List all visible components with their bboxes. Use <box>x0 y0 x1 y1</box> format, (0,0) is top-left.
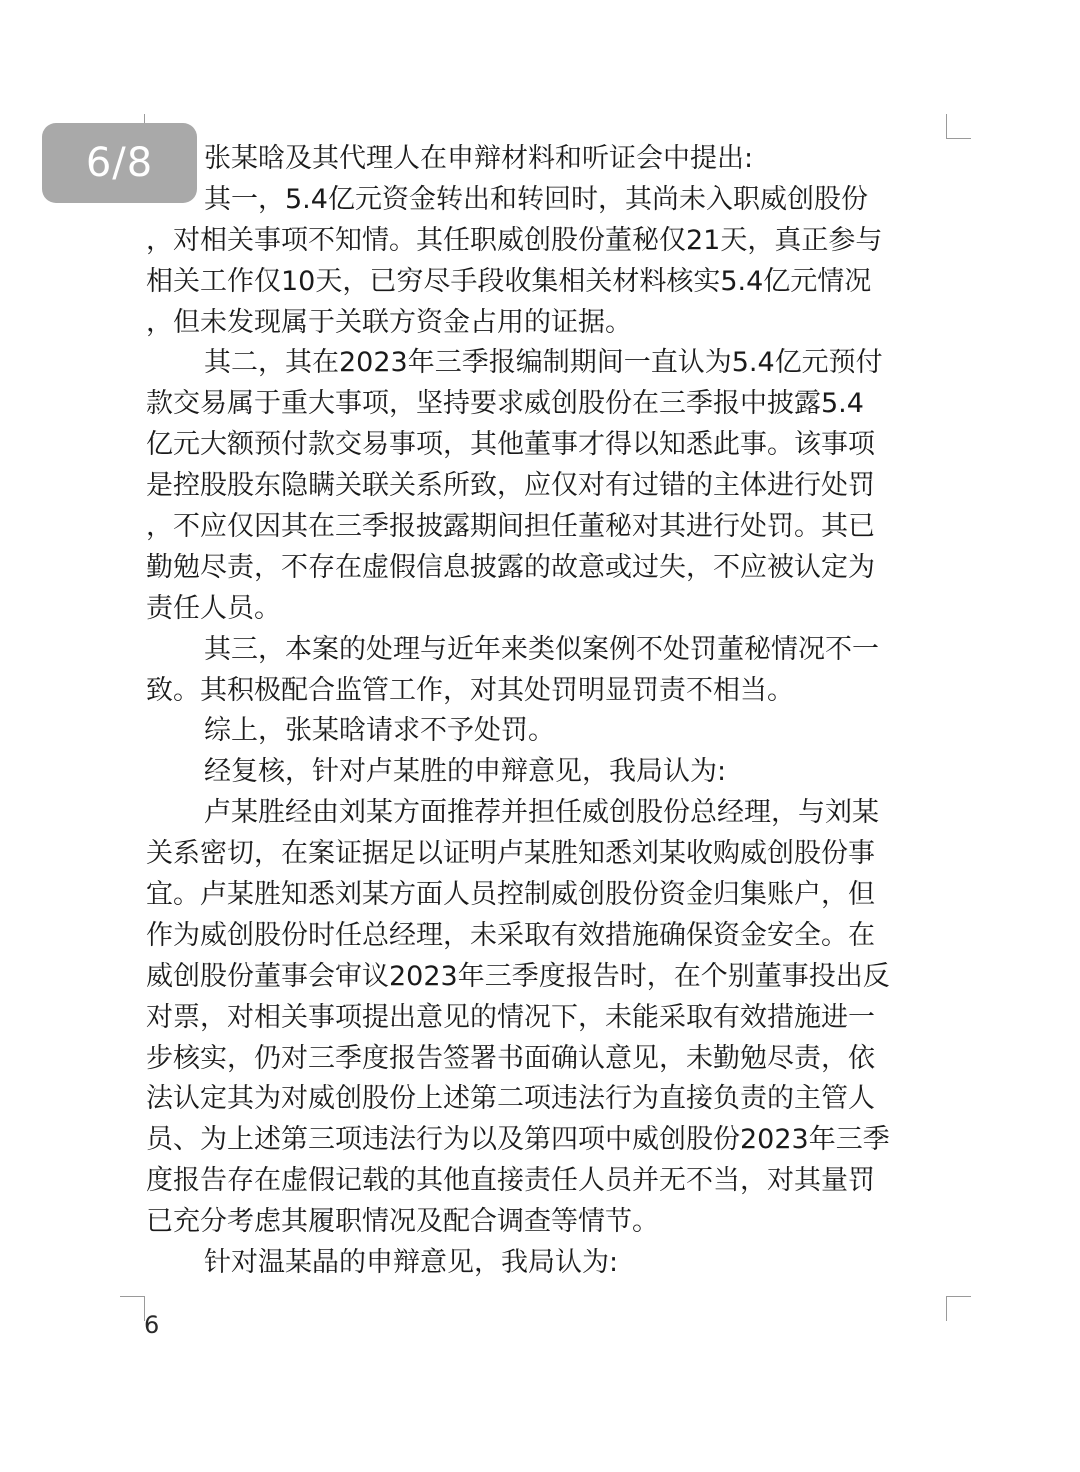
text-line: 威创股份董事会审议2023年三季度报告时，在个别董事投出反 <box>146 960 890 992</box>
text-line: 其一，5.4亿元资金转出和转回时，其尚未入职威创股份 <box>204 183 868 215</box>
page-number: 6 <box>144 1311 160 1339</box>
text-line: 其三，本案的处理与近年来类似案例不处罚董秘情况不一 <box>204 633 879 665</box>
bottom-right-margin-mark <box>946 1296 971 1321</box>
text-line: 作为威创股份时任总经理，未采取有效措施确保资金安全。在 <box>146 919 875 951</box>
text-line: 张某晗及其代理人在申辩材料和听证会中提出: <box>204 143 754 174</box>
text-line: 责任人员。 <box>146 592 281 624</box>
text-line: 勤勉尽责，不存在虚假信息披露的故意或过失，不应被认定为 <box>146 551 875 583</box>
text-line: 致。其积极配合监管工作，对其处罚明显罚责不相当。 <box>146 674 794 706</box>
text-line: 亿元大额预付款交易事项，其他董事才得以知悉此事。该事项 <box>146 429 875 461</box>
text-line: 步核实，仍对三季度报告签署书面确认意见，未勤勉尽责，依 <box>146 1042 875 1074</box>
text-line: 其二，其在2023年三季报编制期间一直认为5.4亿元预付 <box>204 347 883 379</box>
text-line: 款交易属于重大事项，坚持要求威创股份在三季报中披露5.4 <box>146 388 864 420</box>
text-line: 度报告存在虚假记载的其他直接责任人员并无不当，对其量罚 <box>146 1165 875 1197</box>
text-line: 卢某胜经由刘某方面推荐并担任威创股份总经理，与刘某 <box>204 797 879 829</box>
text-line: 针对温某晶的申辩意见，我局认为: <box>204 1247 619 1279</box>
text-line: ，但未发现属于关联方资金占用的证据。 <box>146 306 632 338</box>
text-line: 法认定其为对威创股份上述第二项违法行为直接负责的主管人 <box>146 1083 875 1115</box>
document-body <box>146 139 946 1284</box>
text-line: 已充分考虑其履职情况及配合调查等情节。 <box>146 1206 659 1238</box>
text-line: 经复核，针对卢某胜的申辩意见，我局认为: <box>204 756 727 788</box>
text-line: 综上，张某晗请求不予处罚。 <box>204 715 555 747</box>
text-line: 关系密切，在案证据足以证明卢某胜知悉刘某收购威创股份事 <box>146 838 875 870</box>
text-line: 宜。卢某胜知悉刘某方面人员控制威创股份资金归集账户，但 <box>146 879 875 911</box>
text-line: 是控股股东隐瞒关联关系所致，应仅对有过错的主体进行处罚 <box>146 470 875 502</box>
top-right-margin-mark <box>946 114 971 139</box>
text-line: 相关工作仅10天，已穷尽手段收集相关材料核实5.4亿元情况 <box>146 265 872 297</box>
page-indicator-badge: 6/8 <box>42 123 197 203</box>
text-line: ，不应仅因其在三季报披露期间担任董秘对其进行处罚。其已 <box>146 511 875 543</box>
bottom-left-margin-mark <box>120 1296 145 1321</box>
text-line: 对票，对相关事项提出意见的情况下，未能采取有效措施进一 <box>146 1001 875 1033</box>
text-line: ，对相关事项不知情。其任职威创股份董秘仅21天，真正参与 <box>146 224 883 256</box>
text-line: 员、为上述第三项违法行为以及第四项中威创股份2023年三季 <box>146 1124 890 1156</box>
